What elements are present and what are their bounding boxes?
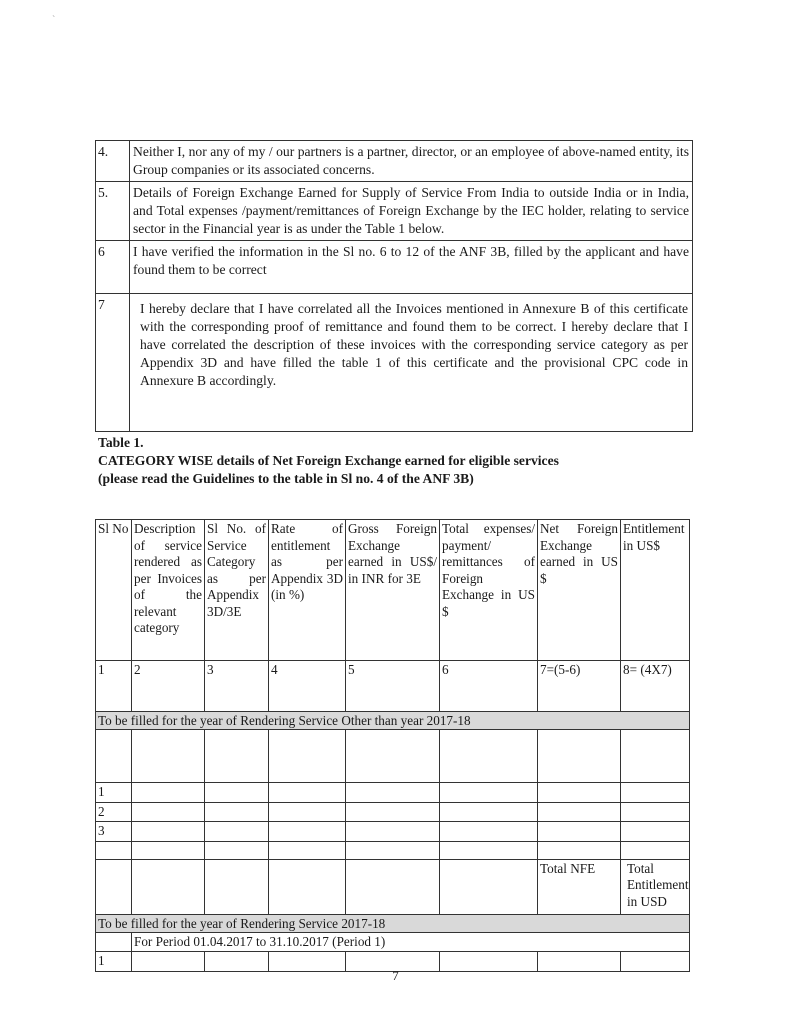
table-cell (440, 802, 538, 822)
section-band-label: To be filled for the year of Rendering Service 2017-18 (96, 914, 690, 932)
declaration-text: Details of Foreign Exchange Earned for Supply of Service From India to outside India or in India, and Total expenses /payment/remittances of Foreign Exchange by the IEC holder, relating to service sector in the Financial year is as under the Table 1 below. (130, 182, 693, 241)
period-label: For Period 01.04.2017 to 31.10.2017 (Period 1) (132, 932, 690, 952)
table-heading (98, 434, 658, 488)
column-number: 6 (440, 661, 538, 712)
column-number: 5 (346, 661, 440, 712)
table-cell (269, 783, 346, 803)
table-subtitle: CATEGORY WISE details of Net Foreign Exchange earned for eligible services (98, 453, 559, 468)
table-cell (346, 730, 440, 783)
table-cell (538, 822, 621, 842)
table-cell (205, 859, 269, 914)
table-cell (269, 802, 346, 822)
table-row (96, 841, 690, 859)
column-number: 2 (132, 661, 205, 712)
column-header: Total expenses/ payment/ remittances of Foreign Exchange in US $ (440, 520, 538, 661)
table-cell (621, 783, 690, 803)
declaration-number: 7 (96, 294, 130, 432)
table-cell (346, 802, 440, 822)
declaration-number: 4. (96, 141, 130, 182)
row-number: 1 (96, 783, 132, 803)
column-header: Description of service rendered as per Invoices of the relevant category (132, 520, 205, 661)
table-cell (440, 783, 538, 803)
table-cell (440, 730, 538, 783)
table-cell (205, 783, 269, 803)
table-cell (538, 841, 621, 859)
table-cell (621, 802, 690, 822)
declaration-table (95, 140, 693, 432)
declaration-text: I have verified the information in the Sl no. 6 to 12 of the ANF 3B, filled by the applicant and have found them to be correct (130, 241, 693, 294)
table-cell (96, 730, 132, 783)
row-number: 1 (96, 952, 132, 972)
column-header: Sl No (96, 520, 132, 661)
table-row (96, 822, 690, 842)
column-number: 4 (269, 661, 346, 712)
table-cell (96, 841, 132, 859)
declaration-row (96, 141, 693, 182)
page-number: 7 (392, 968, 399, 983)
table-cell (269, 822, 346, 842)
table-cell (346, 859, 440, 914)
table-row (96, 730, 690, 783)
table-cell (205, 802, 269, 822)
declaration-number: 6 (96, 241, 130, 294)
row-number: 2 (96, 802, 132, 822)
table-cell (132, 841, 205, 859)
declaration-text: Neither I, nor any of my / our partners is a partner, director, or an employee of above-named entity, its Group companies or its associated concerns. (130, 141, 693, 182)
column-number: 7=(5-6) (538, 661, 621, 712)
table-cell (346, 783, 440, 803)
declaration-row (96, 182, 693, 241)
table-cell (205, 822, 269, 842)
table-cell (205, 730, 269, 783)
table-cell (269, 841, 346, 859)
table-row (96, 783, 690, 803)
table-cell (621, 841, 690, 859)
table-cell (132, 730, 205, 783)
column-number: 3 (205, 661, 269, 712)
table-cell (269, 730, 346, 783)
table-cell (440, 841, 538, 859)
row-number: 3 (96, 822, 132, 842)
table-cell (96, 859, 132, 914)
table-cell (346, 841, 440, 859)
column-number-row (96, 661, 690, 712)
table-cell (346, 822, 440, 842)
section-band-label: To be filled for the year of Rendering Service Other than year 2017-18 (96, 712, 690, 730)
table-cell (538, 802, 621, 822)
table-cell (269, 859, 346, 914)
total-row (96, 859, 690, 914)
total-entitlement-label: Total Entitlement in USD (621, 859, 690, 914)
table-cell (132, 802, 205, 822)
column-header: Gross Foreign Exchange earned in US$/ in INR for 3E (346, 520, 440, 661)
table-cell (621, 730, 690, 783)
table-cell (96, 932, 132, 952)
section-band (96, 914, 690, 932)
declaration-row (96, 294, 693, 432)
table-cell (132, 822, 205, 842)
table-cell (440, 859, 538, 914)
table-title: Table 1. (98, 435, 144, 450)
table-cell (621, 822, 690, 842)
column-number: 1 (96, 661, 132, 712)
nfe-table (95, 519, 690, 972)
table-row (96, 802, 690, 822)
column-number: 8= (4X7) (621, 661, 690, 712)
table-cell (132, 783, 205, 803)
section-band (96, 712, 690, 730)
table-cell (538, 783, 621, 803)
declaration-text: I hereby declare that I have correlated all the Invoices mentioned in Annexure B of this certificate with the corresponding proof of remittance and found them to be correct. I hereby declare that I have correlated the description of these invoices with the corresponding service category as per Appendix 3D and have filled the table 1 of this certificate and the provisional CPC code in Annexure B accordingly. (130, 294, 693, 432)
table-cell (538, 730, 621, 783)
table-note: (please read the Guidelines to the table in Sl no. 4 of the ANF 3B) (98, 471, 474, 486)
table-cell (440, 822, 538, 842)
total-nfe-label: Total NFE (538, 859, 621, 914)
declaration-row (96, 241, 693, 294)
scan-mark: ˋ (52, 15, 56, 26)
table-cell (132, 859, 205, 914)
table-cell (205, 841, 269, 859)
column-header: Net Foreign Exchange earned in US $ (538, 520, 621, 661)
period-row (96, 932, 690, 952)
declaration-number: 5. (96, 182, 130, 241)
column-header: Sl No. of Service Category as per Appendix 3D/3E (205, 520, 269, 661)
table-header-row (96, 520, 690, 661)
column-header: Rate of entitlement as per Appendix 3D (in %) (269, 520, 346, 661)
column-header: Entitlement in US$ (621, 520, 690, 661)
